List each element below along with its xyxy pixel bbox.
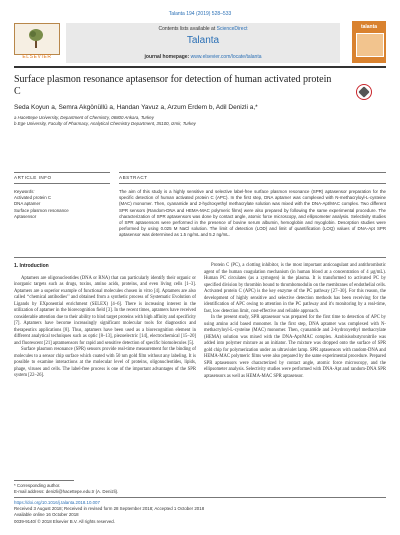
abstract-text: The aim of this study is a highly sensitive and selective label-free surface plasmon resonance (SPR) aptasensor preparation for the specific detection of human activated protein C (APC). In the first step, DNA aptamer was complexed with N-methacryloyl-L-cysteine (MAC) monomer. Then, cyanamide and 2-hydroxyethyl methacrylate solution was mixed with the DNA-Apt/MAC complex. Two different SPR sensors (Random-DNA and HEMA-MAC polymeric films) were also prepared by following the same experimental procedure. The characterization of SPR aptasensors was done by contact angle, atomic force microscopy, and ellipsometer analysis. Selectivity studies of SPR aptasensors were performed in the presence of bovine serum albumin, hemoglobin and myoglobin. Desorption studies were performed by using 0.025 M NaCl solution. The limit of detection (LOD) and limit of quantification (LOQ) values of DNA-Apt SPR aptasensor was determined as 1.5 ng/mL and 5.2 ng/mL. (119, 189, 386, 238)
keyword-item: Activated protein C (14, 195, 52, 201)
journal-header (14, 21, 386, 63)
footnote-divider (14, 497, 386, 498)
footnote-block (14, 483, 204, 495)
sciencedirect-link[interactable]: ScienceDirect (216, 26, 248, 32)
keyword-item: DNA aptamer (14, 201, 41, 207)
affiliation-b: b Ege University, Faculty of Pharmacy, Analytical Chemistry Department, 35100, Izmir, Turkey (14, 121, 196, 126)
keywords-block (14, 189, 114, 220)
contents-line (66, 26, 340, 32)
journal-citation-link[interactable]: Talanta 194 (2019) 528–533 (168, 11, 232, 17)
article-title: Surface plasmon resonance aptasensor for detection of human activated protein C (14, 74, 332, 97)
cover-image (356, 33, 384, 57)
keyword-item: Aptasensor (14, 213, 37, 219)
abstract-end-rule (14, 257, 386, 258)
body-left-column (14, 263, 196, 380)
journal-name[interactable]: Talanta (186, 35, 220, 46)
author-list: Seda Koyun a, Semra Akgönüllü a, Handan Yavuz a, Arzum Erdem b, Adil Denizli a,* (14, 104, 258, 111)
homepage-prefix: journal homepage: (144, 54, 190, 60)
article-info-heading: ARTICLE INFO (14, 175, 52, 180)
online-date: Available online 16 October 2018 (14, 512, 79, 518)
keywords-label: Keywords: (14, 189, 35, 194)
header-divider (14, 66, 386, 68)
corresponding-author-note: * Corresponding author. (14, 483, 61, 488)
article-info-rule-2 (14, 183, 110, 184)
footnote-rule (14, 480, 74, 481)
keyword-item: Surface plasmon resonance (14, 207, 69, 213)
homepage-link[interactable]: www.elsevier.com/locate/talanta (190, 54, 262, 60)
introduction-heading: 1. Introduction (14, 263, 49, 269)
body-paragraph: Protein C (PC), a clotting inhibitor, is the most important anticoagulant and antithrombotic agent of the human coagulation mechanism (in human blood at a concentration of 4 µg/mL). Human PC circulates (as a zymogen) in the plasma. It is transformed to activated PC by specified division by thrombin bound to thrombomodulin on the membranes of endothelial cells. Activated protein C (APC) is the key enzyme of the PC pathway [27–30]. For this reason, the development of highly sensitive and selective detection methods has been receiving for the identification of APC owing to attention in the PC pathway and it's monitoring by a real-time, fast, low detection limit, cost-effective and reliable approach. (204, 263, 386, 314)
body-paragraph: Surface plasmon resonance (SPR) sensors provide real-time measurement for the binding of molecules to a sensor chip surface which coated with 50 nm gold film without any labeling. It is possible to examine interactions at the molecular level of proteins, oligonucleotides, lipids, phage, viruses and cells. The label-free process is one of the important advantages of the SPR system [22–26]. (14, 347, 196, 378)
body-right-column (204, 263, 386, 380)
abstract-rule (119, 172, 386, 173)
doi-link[interactable]: https://doi.org/10.1016/j.talanta.2018.10.007 (14, 500, 100, 505)
contents-prefix: Contents lists available at (158, 26, 216, 32)
abstract-rule-2 (119, 183, 386, 184)
journal-banner (66, 23, 340, 63)
homepage-line (66, 54, 340, 60)
abstract-heading: ABSTRACT (119, 175, 148, 180)
publisher-logo-text: ELSEVIER (22, 54, 52, 60)
journal-cover-thumbnail[interactable] (352, 21, 386, 63)
tree-icon (28, 28, 44, 48)
copyright-notice: 0039-9140/ © 2018 Elsevier B.V. All rights reserved. (14, 518, 115, 524)
publication-info (14, 500, 386, 525)
received-dates: Received 3 August 2018; Received in revised form 28 September 2018; Accepted 1 October 2018 (14, 506, 205, 512)
elsevier-logo[interactable] (14, 21, 62, 63)
body-paragraph: In the present study, SPR aptasensor was prepared for the first time to detection of APC by using amino acid based monomer. In the first step, DNA aptamer was complexed with N-methacryloyl-L-cysteine (MAC) monomer. Then, cyanamide and 2-hydroxyethyl methacrylate (HEMA) solution was mixed with the DNA-Apt/MAC complex. Azobisisobutyronitrile was added into polymer mixture as an initiator. The mixture was dropped onto the surface of SPR gold chip for polymerization under an ultraviolet lamp. SPR aptasensors with random-DNA and HEMA-MAC polymeric films were also prepared by the same experimental procedure. Prepared SPR aptasensors were characterized by contact angle, atomic force microscopy, and the ellipsometer analysis. Selectivity studies were performed with DNA-Apt and random-DNA SPR aptasensors as well as HEMA-MAC SPR aptasensor. (204, 315, 386, 379)
article-info-rule (14, 172, 110, 173)
email-note[interactable]: E-mail address: denizli@hacettepe.edu.tr (A. Denizli). (14, 489, 119, 495)
cover-title: talanta (360, 24, 378, 30)
body-paragraph: Aptamers are oligonucleotides (DNA or RNA) that can particularly identify their organic or inorganic targets such as drugs, toxins, amino acids, proteins, and even living cells [1–3]. Aptamers are a superior example of functional molecules chosen in vitro [4]. Aptamers are also called ‘‘chemical antibodies’’ and obtained from a synthetic process of Systematic Evolution of Ligands by EXponential enrichment (SELEX) [4–6]. There is increasing interest in the utilization of aptamer in the biorecognition field [3]. In the recent times, aptamers have received considerable attention due to their ability to bind target proteins with high affinity and specificity [7]. Aptamers have become increasingly significant molecular tools for diagnostics and therapeutics applications [8]. Thus, aptamers have been used as a biorecognition element in different analytical techniques such as optic [8–13], piezoelectric [14], electrochemical [15–20] and fluorescent [21] aptamsensors for rapid and sensitive detection of specific biomolecules [5]. (14, 275, 196, 346)
affiliation-a: a Hacettepe University, Department of Chemistry, 06800 Ankara, Turkey (14, 115, 154, 120)
